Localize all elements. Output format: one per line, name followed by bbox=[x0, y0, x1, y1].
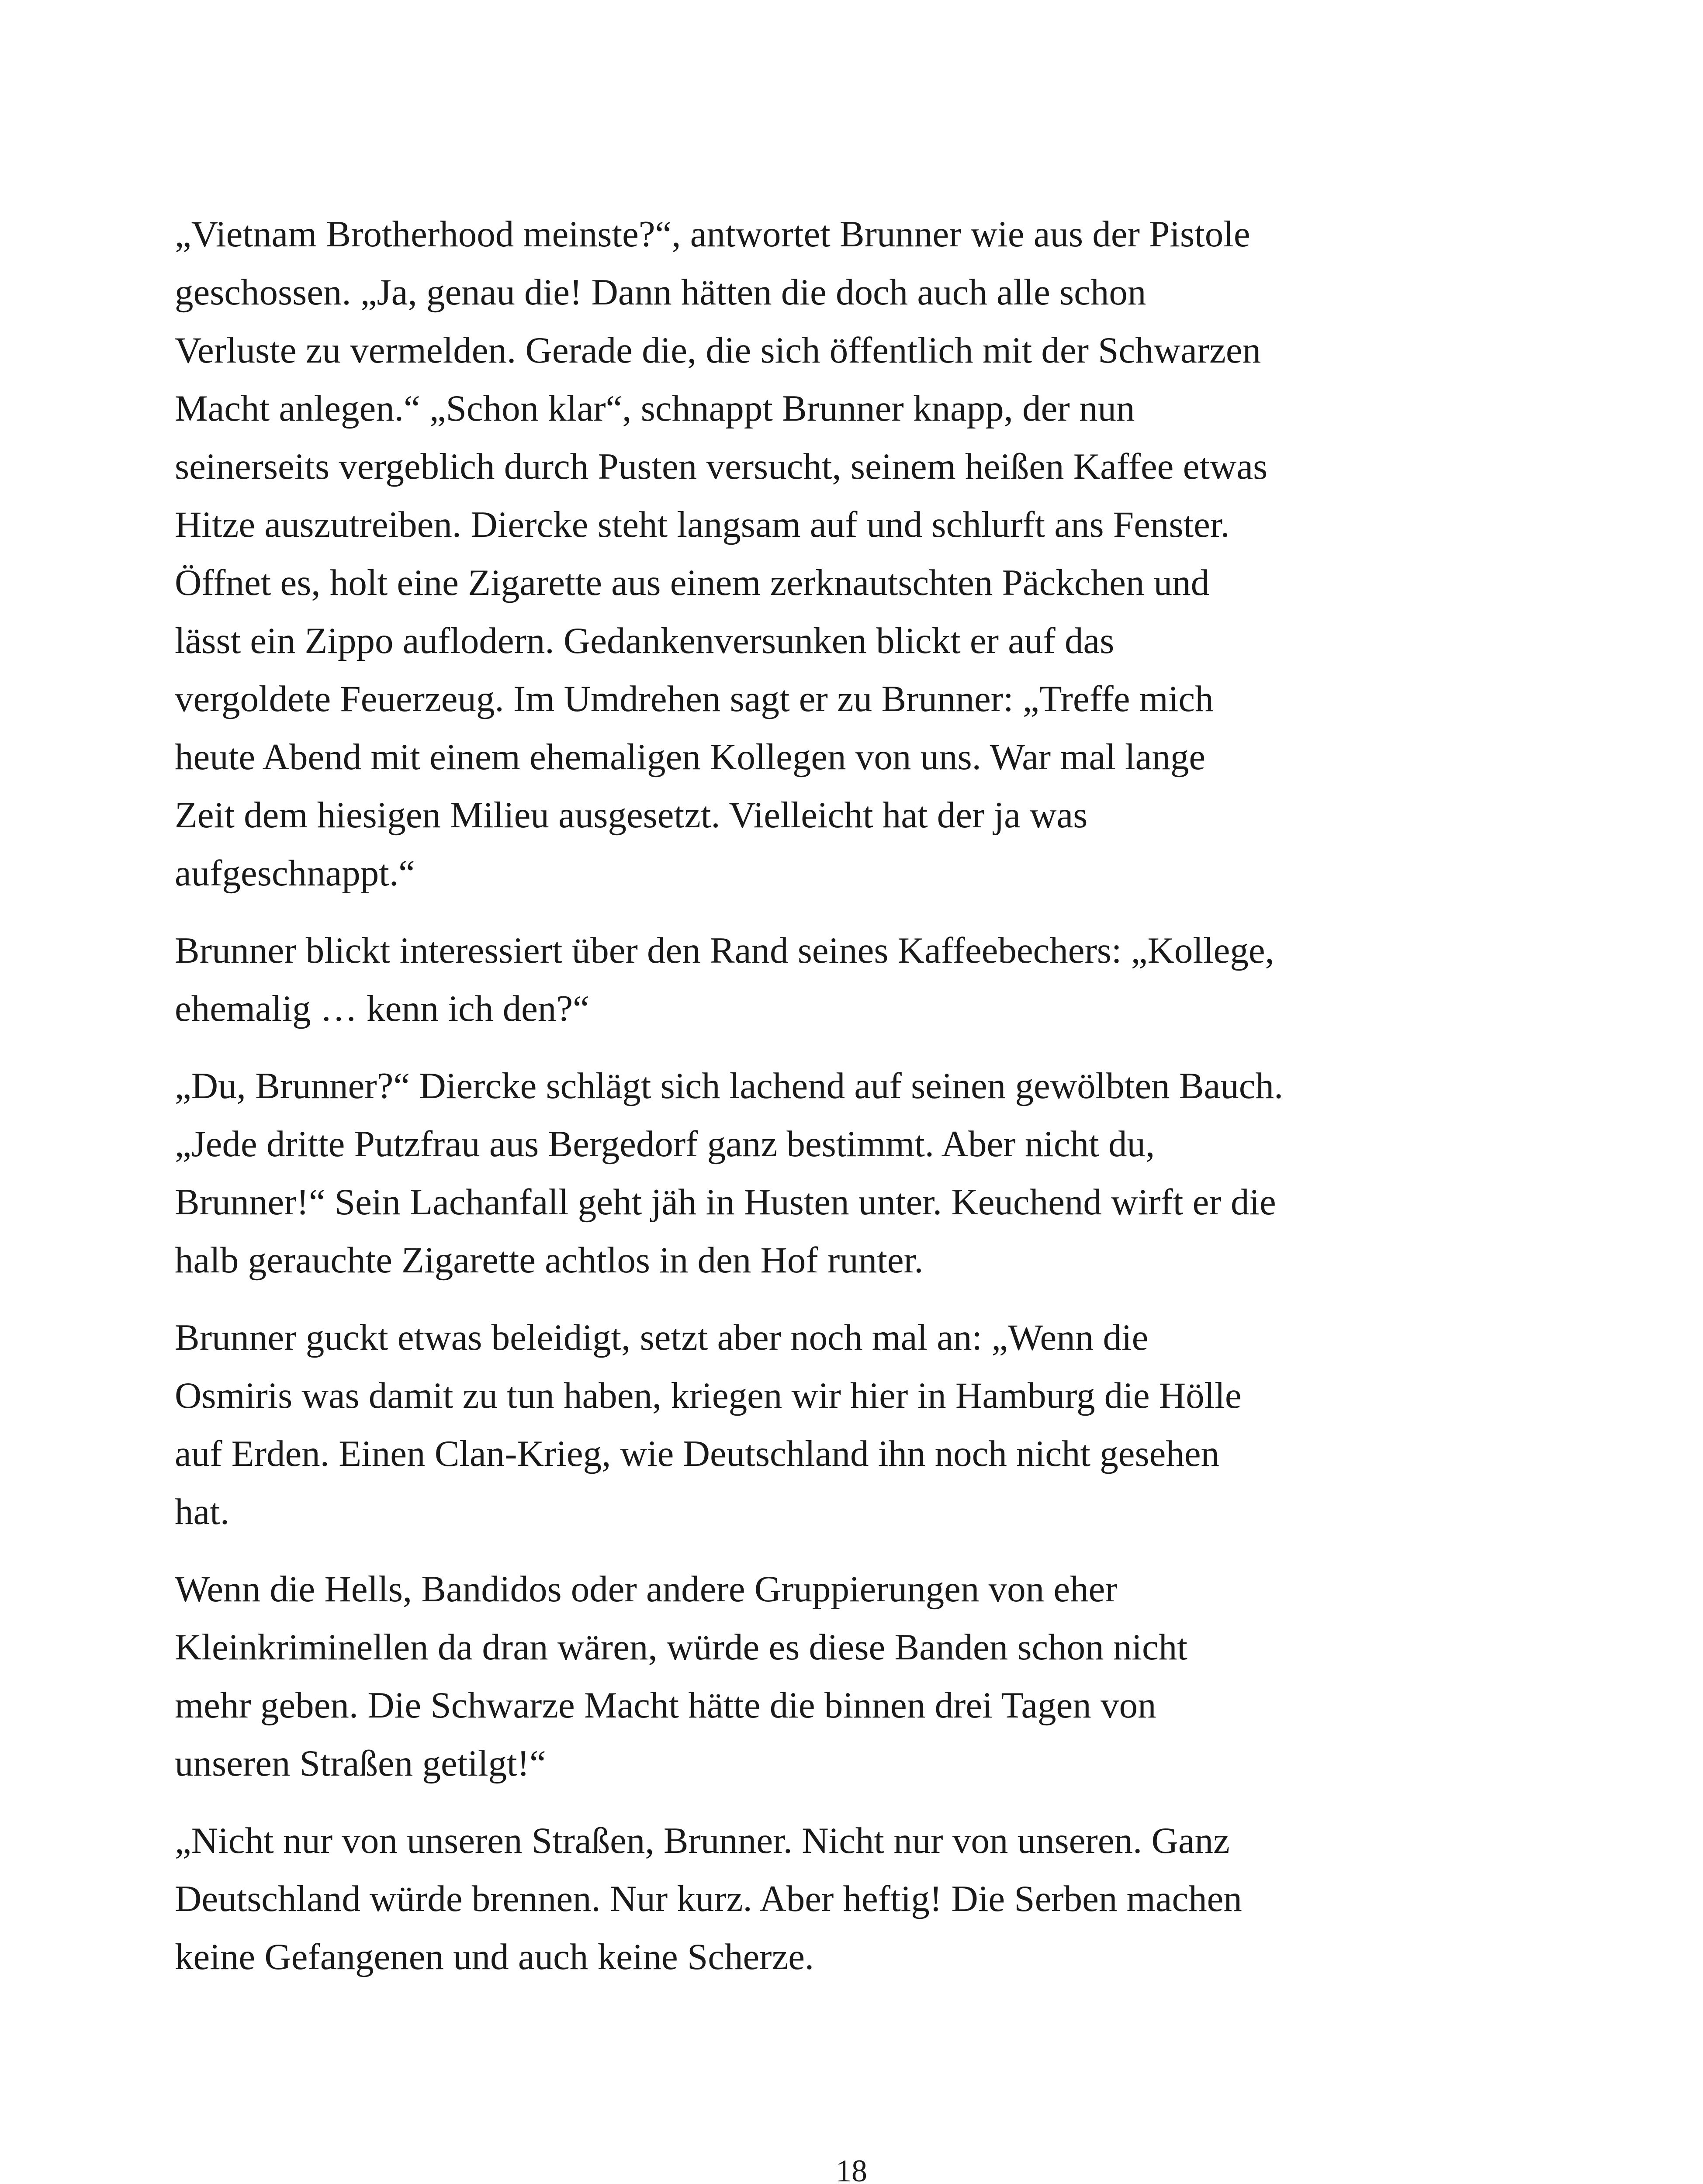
paragraph-4: Brunner guckt etwas beleidigt, setzt aber noch mal an: „Wenn die Osmiris was damit zu tun haben, kriegen wir hier in Hamburg die Hölle auf Erden. Einen Clan-Krieg, wie Deutschland ihn noch nicht gesehen hat. bbox=[175, 1317, 1242, 1532]
paragraph-6: „Nicht nur von unseren Straßen, Brunner. Nicht nur von unseren. Ganz Deutschland würde brennen. Nur kurz. Aber heftig! Die Serben machen keine Gefangenen und auch keine Scherze. bbox=[175, 1820, 1242, 1977]
paragraph-3: „Du, Brunner?“ Diercke schlägt sich lachend auf seinen gewölbten Bauch. „Jede dritte Putzfrau aus Bergedorf ganz bestimmt. Aber nicht du, Brunner!“ Sein Lachanfall geht jäh in Husten unter. Keuchend wirft er die halb gerauchte Zigarette achtlos in den Hof runter. bbox=[175, 1065, 1284, 1281]
paragraph-5: Wenn die Hells, Bandidos oder andere Gruppierungen von eher Kleinkriminellen da dran wären, würde es diese Banden schon nicht mehr geben. Die Schwarze Macht hätte die binnen drei Tagen von unseren Straßen getilgt!“ bbox=[175, 1569, 1187, 1784]
paragraph-1: „Vietnam Brotherhood meinste?“, antwortet Brunner wie aus der Pistole geschossen. „Ja, genau die! Dann hätten die doch auch alle schon Verluste zu vermelden. Gerade die, die sich öffentlich mit der Schwarzen Macht anlegen.“ „Schon klar“, schnappt Brunner knapp, der nun seinerseits vergeblich durch Pusten versucht, seinem heißen Kaffee etwas Hitze auszutreiben. Diercke steht langsam auf und schlurft ans Fenster. Öffnet es, holt eine Zigarette aus einem zerknautschten Päckchen und lässt ein Zippo auflodern. Gedankenversunken blickt er auf das vergoldete Feuerzeug. Im Umdrehen sagt er zu Brunner: „Treffe mich heute Abend mit einem ehemaligen Kollegen von uns. War mal lange Zeit dem hiesigen Milieu ausgesetzt. Vielleicht hat der ja was aufgeschnappt.“ bbox=[175, 214, 1268, 894]
paragraph-2: Brunner blickt interessiert über den Rand seines Kaffeebechers: „Kollege, ehemalig … kenn ich den?“ bbox=[175, 930, 1274, 1029]
page-number: 18 bbox=[836, 2153, 867, 2184]
body-text bbox=[175, 205, 1433, 2005]
